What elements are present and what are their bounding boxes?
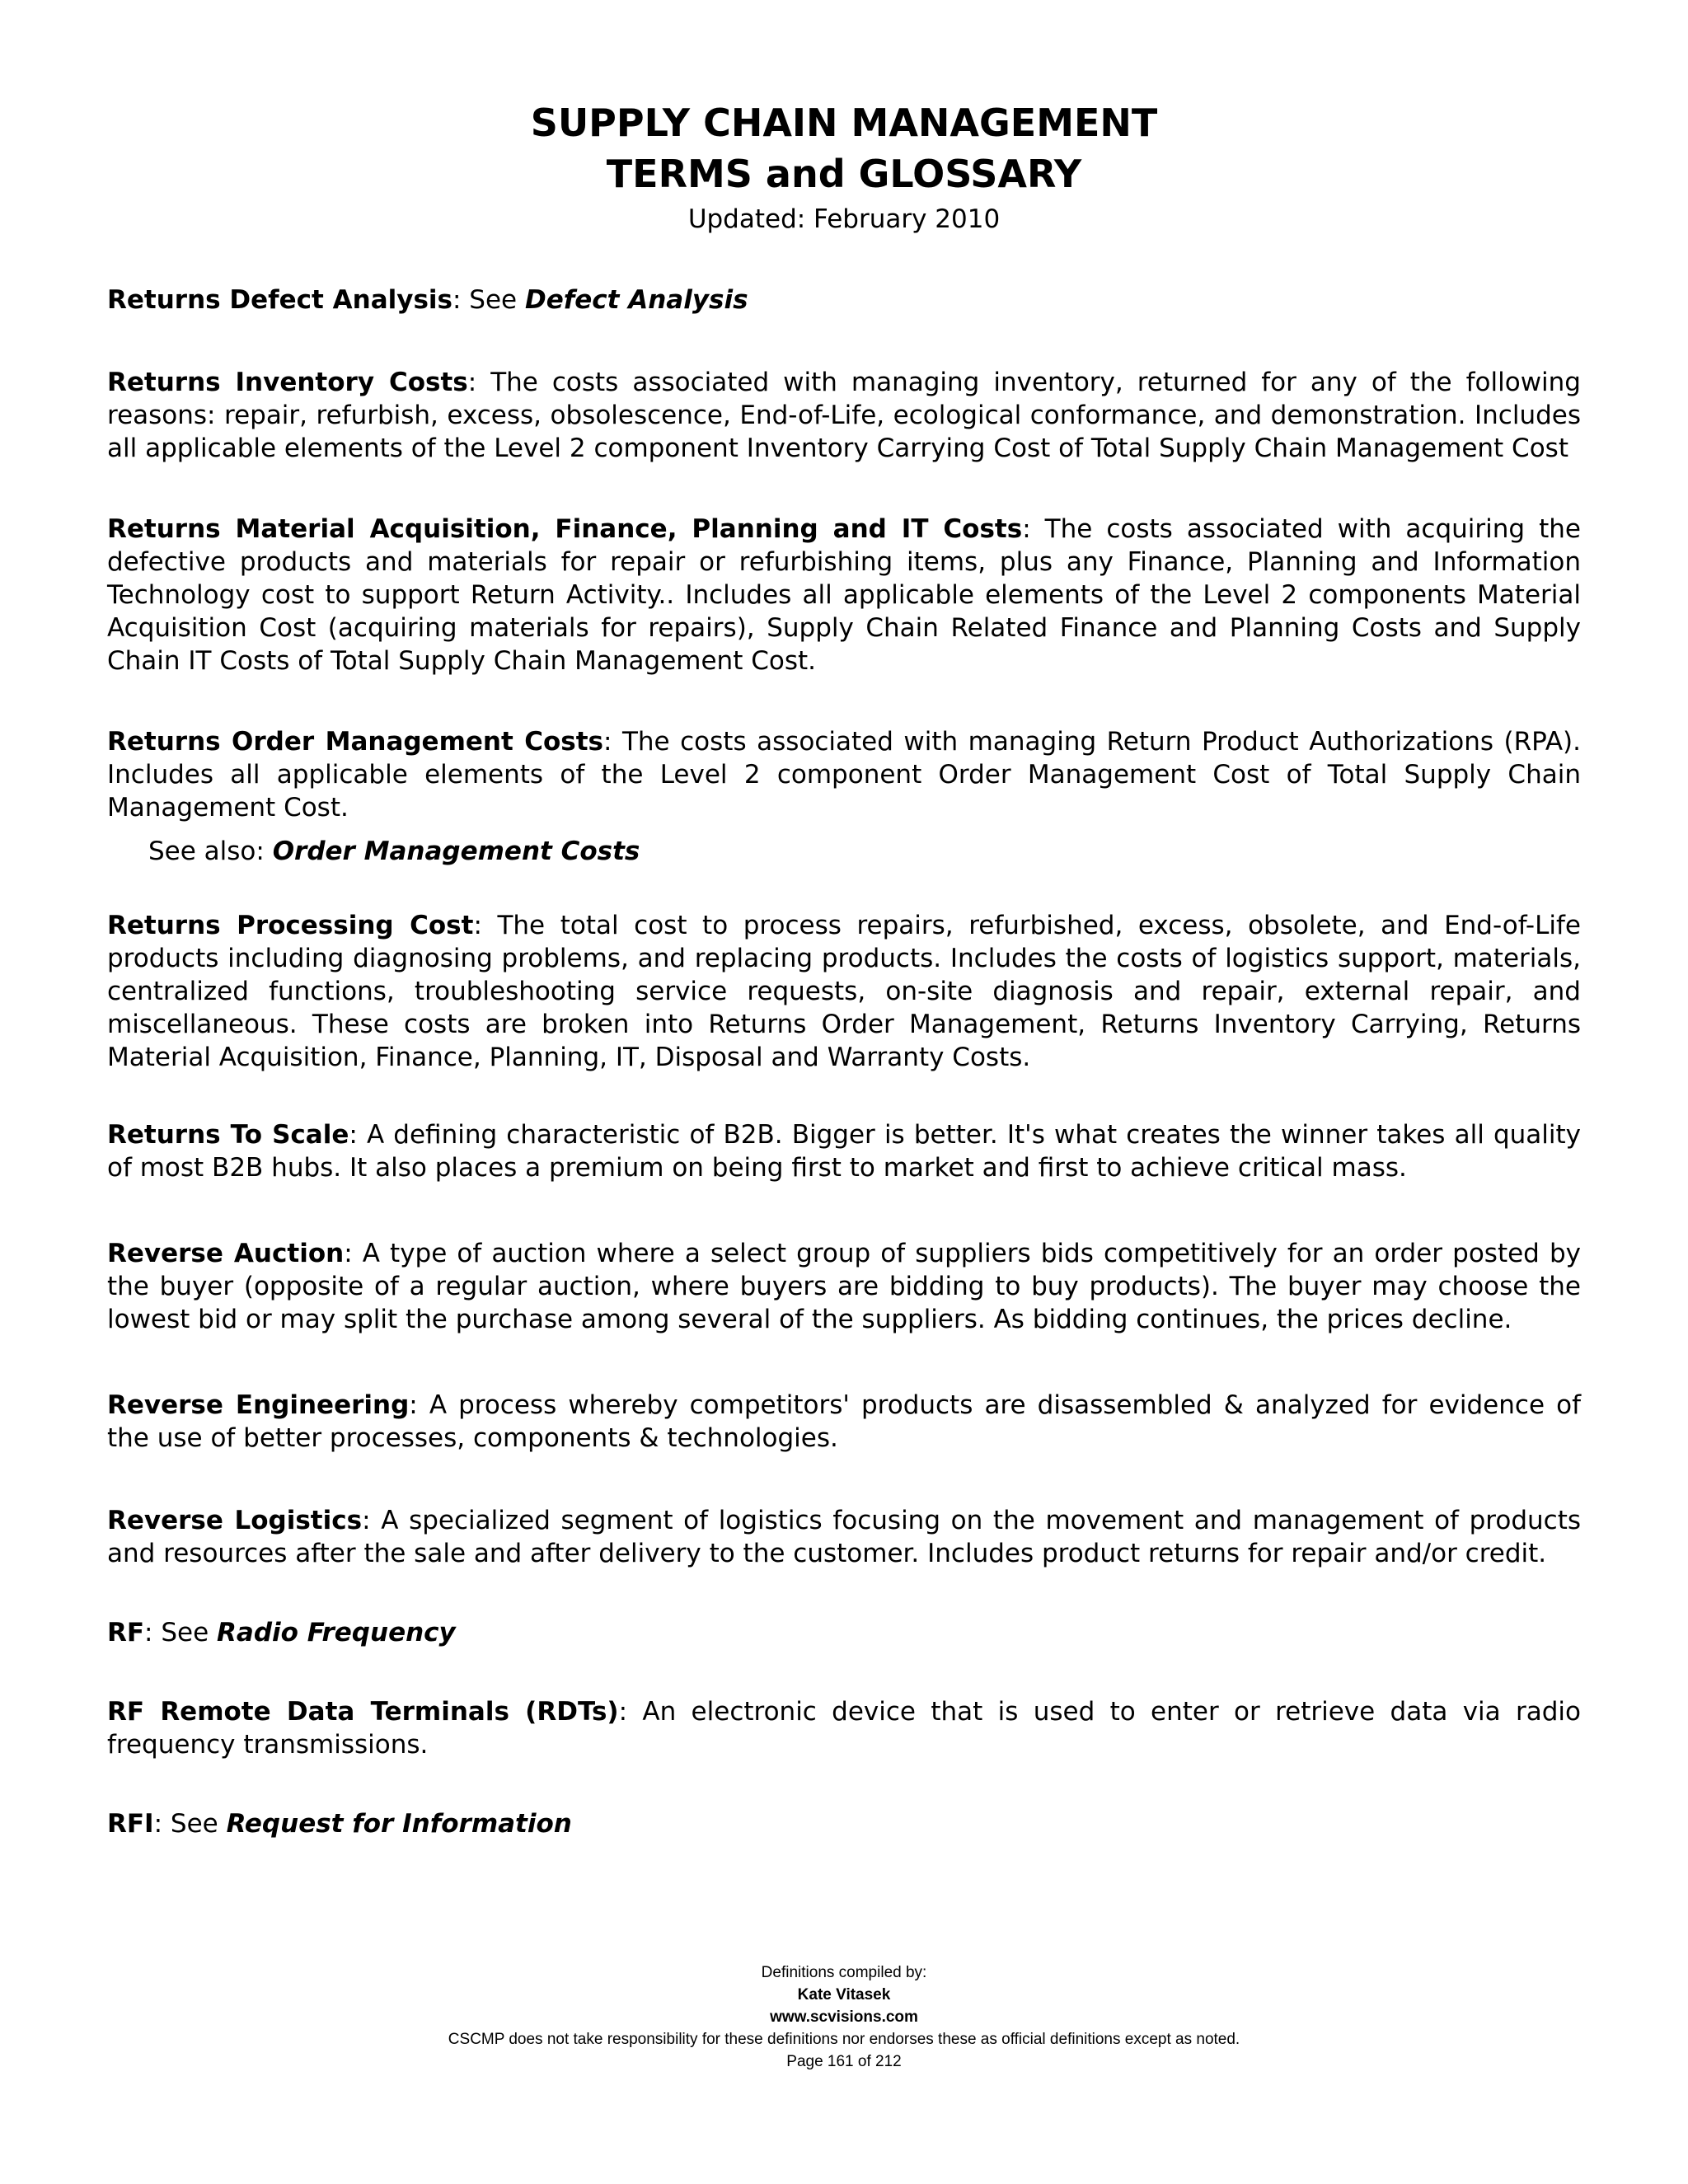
glossary-entry — [107, 909, 1581, 1074]
glossary-entry — [107, 513, 1581, 677]
glossary-entry — [107, 1504, 1581, 1570]
entry-definition: A specialized segment of logistics focusing on the movement and management of products and resources after the sale and after delivery to the customer. Includes product returns for repair and/or credit. — [107, 1506, 1581, 1568]
entry-term: Reverse Logistics — [107, 1506, 363, 1535]
entry-definition: The costs associated with managing inventory, returned for any of the following reasons: repair, refurbish, excess, obsolescence, End-of-Life, ecological conformance, and demonstration. Includes all applicable elements of the Level 2 component Inventory Carrying Cost of Total Supply Chain Management Cost — [107, 368, 1581, 463]
entry-reference: Radio Frequency — [217, 1618, 456, 1647]
entry-definition: A process whereby competitors' products are disassembled & analyzed for evidence of the use of better processes, components & technologies. — [107, 1390, 1581, 1453]
entry-separator: : — [362, 1506, 382, 1535]
entry-separator: : — [409, 1390, 429, 1420]
entry-reference: Defect Analysis — [524, 285, 748, 315]
entry-definition: The total cost to process repairs, refurbished, excess, obsolete, and End-of-Life products including diagnosing problems, and replacing products. Includes the costs of logistics support, materials, centralized functions, troubleshooting service requests, on-site diagnosis and repair, external repair, and miscellaneous. These costs are broken into Returns Order Management, Returns Inventory Carrying, Returns Material Acquisition, Finance, Planning, IT, Disposal and Warranty Costs. — [107, 911, 1581, 1072]
entry-term: Returns Defect Analysis — [107, 285, 452, 315]
entry-definition: A type of auction where a select group of suppliers bids competitively for an order posted by the buyer (opposite of a regular auction, where buyers are bidding to buy products). The buyer may choose the lowest bid or may split the purchase among several of the suppliers. As bidding continues, the prices decline. — [107, 1239, 1581, 1334]
entry-term: Returns Order Management Costs — [107, 727, 604, 757]
entry-separator: : — [349, 1120, 367, 1150]
updated-date: Updated: February 2010 — [687, 204, 1001, 234]
entry-separator: : — [344, 1239, 363, 1268]
glossary-entry — [107, 1695, 1581, 1761]
entry-term: Reverse Auction — [107, 1239, 345, 1268]
entry-term: Returns Inventory Costs — [107, 368, 468, 397]
footer-author: Kate Vitasek — [797, 1986, 891, 2004]
entry-definition: The costs associated with acquiring the defective products and materials for repair or refurbishing items, plus any Finance, Planning and Information Technology cost to support Return Activity.. Includes all applicable elements of the Level 2 components Material Acquisition Cost (acquiring materials for repairs), Supply Chain Related Finance and Planning Costs and Supply Chain IT Costs of Total Supply Chain Management Cost. — [107, 514, 1581, 676]
footer-website: www.scvisions.com — [770, 2008, 918, 2026]
entry-separator: : See — [144, 1618, 218, 1647]
glossary-entry — [107, 1389, 1581, 1455]
see-also-reference: Order Management Costs — [272, 837, 640, 866]
glossary-entries — [107, 284, 1581, 1840]
entry-term: RF Remote Data Terminals (RDTs) — [107, 1697, 619, 1727]
glossary-entry — [107, 1616, 1581, 1649]
glossary-entry — [107, 1237, 1581, 1336]
glossary-entry — [107, 366, 1581, 465]
entry-definition: The costs associated with managing Return Product Authorizations (RPA). Includes all applicable elements of the Level 2 component Order Management Cost of Total Supply Chain Management Cost. — [107, 727, 1581, 823]
footer-compiled-by: Definitions compiled by: — [761, 1964, 927, 1981]
entry-term: Reverse Engineering — [107, 1390, 410, 1420]
entry-separator: : — [473, 911, 498, 940]
entry-term: RF — [107, 1618, 145, 1647]
entry-term: RFI — [107, 1809, 154, 1839]
title-line-1: SUPPLY CHAIN MANAGEMENT — [530, 101, 1158, 145]
entry-separator: : — [603, 727, 622, 757]
entry-term: Returns Material Acquisition, Finance, Planning and IT Costs — [107, 514, 1023, 544]
entry-definition: A defining characteristic of B2B. Bigger is better. It's what creates the winner takes all quality of most B2B hubs. It also places a premium on being first to market and first to achieve critical mass. — [107, 1120, 1581, 1183]
entry-separator: : See — [153, 1809, 227, 1839]
footer-page-number: Page 161 of 212 — [786, 2053, 902, 2070]
glossary-entry — [107, 284, 1581, 316]
glossary-entry — [107, 1807, 1581, 1840]
footer-disclaimer: CSCMP does not take responsibility for these definitions nor endorses these as official definitions except as noted. — [448, 2031, 1240, 2048]
glossary-entry — [107, 1118, 1581, 1184]
document-header — [0, 97, 1688, 237]
entry-separator: : — [467, 368, 491, 397]
glossary-entry — [107, 725, 1581, 824]
title-line-2: TERMS and GLOSSARY — [606, 152, 1082, 196]
entry-term: Returns To Scale — [107, 1120, 349, 1150]
entry-separator: : — [1022, 514, 1045, 544]
page-footer — [0, 1961, 1688, 2073]
entry-term: Returns Processing Cost — [107, 911, 474, 940]
see-also-label: See also: — [148, 837, 273, 866]
entry-definition: An electronic device that is used to enter or retrieve data via radio frequency transmissions. — [107, 1697, 1581, 1760]
entry-separator: : See — [452, 285, 525, 315]
see-also — [107, 835, 1581, 868]
entry-separator: : — [618, 1697, 643, 1727]
entry-reference: Request for Information — [226, 1809, 572, 1839]
